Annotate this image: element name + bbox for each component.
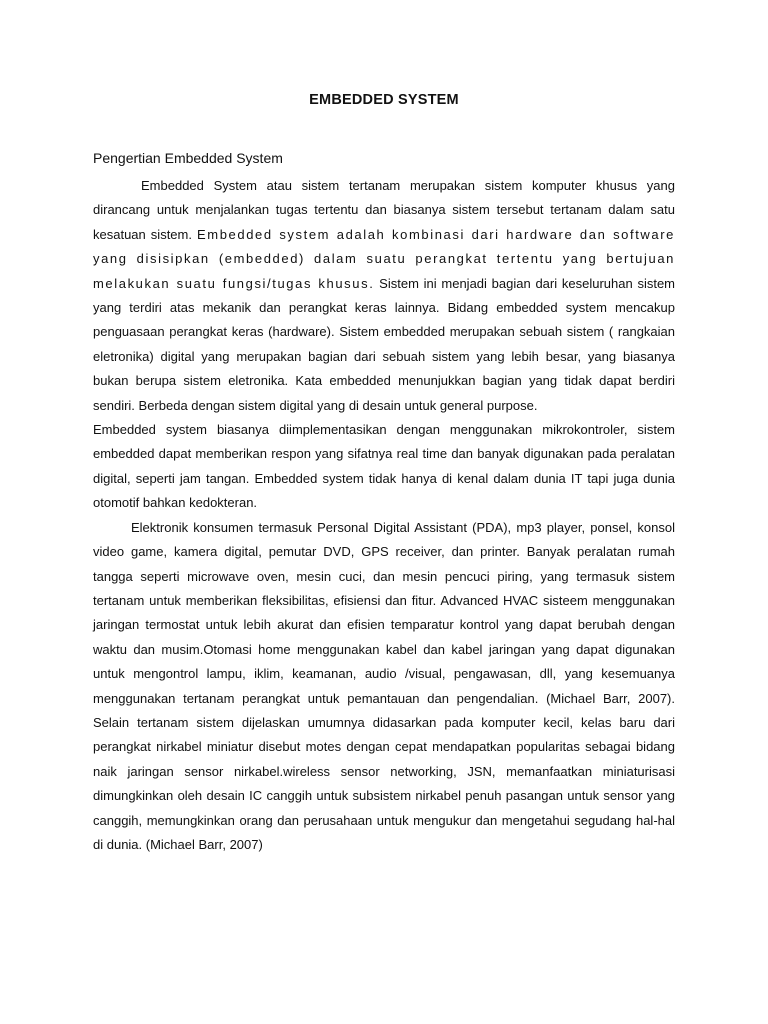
paragraph-1-part-3: Sistem ini menjadi bagian dari keseluruhan sistem yang terdiri atas mekanik dan perangkat keras lainnya. Bidang embedded system mencakup penguasaan perangkat keras (hardware). Sistem embedded merupakan sebuah sistem ( rangkaian eletronika) digital yang merupakan bagian dari sebuah sistem yang lebih besar, yang biasanya bukan berupa sistem eletronika. Kata embedded menunjukkan bagian yang tidak dapat berdiri sendiri. Berbeda dengan sistem digital yang di desain untuk general purpose.	[93, 275, 675, 413]
paragraph-3: Elektronik konsumen termasuk Personal Digital Assistant (PDA), mp3 player, ponsel, konsol video game, kamera digital, pemutar DVD, GPS receiver, dan printer. Banyak peralatan rumah tangga seperti microwave oven, mesin cuci, dan mesin pencuci piring, yang termasuk sistem tertanam untuk memberikan fleksibilitas, efisiensi dan fitur. Advanced HVAC sisteem menggunakan jaringan termostat untuk lebih akurat dan efisien temparatur kontrol yang dapat berubah dengan waktu dan musim.Otomasi home menggunakan kabel dan kabel jaringan yang dapat digunakan untuk mengontrol lampu, iklim, keamanan, audio /visual, pengawasan, dll, yang kesemuanya menggunakan tertanam perangkat untuk pemantauan dan pengendalian. (Michael Barr, 2007). Selain tertanam sistem dijelaskan umumnya didasarkan pada komputer kecil, kelas baru dari perangkat nirkabel miniatur disebut motes dengan cepat mendapatkan popularitas sebagai bidang naik jaringan sensor nirkabel.wireless sensor networking, JSN, memanfaatkan miniaturisasi dimungkinkan oleh desain IC canggih untuk subsistem nirkabel penuh pasangan untuk sensor yang canggih, memungkinkan orang dan perusahaan untuk mengukur dan mengetahui segudang hal-hal di dunia. (Michael Barr, 2007)	[93, 519, 675, 852]
paragraph-1-part-2: Embedded system adalah kombinasi dari hardware dan software yang disisipkan (embedded) dalam suatu perangkat tertentu yang bertujuan melakukan suatu fungsi/tugas khusus.	[93, 226, 675, 291]
paragraph-1-part-1: Embedded System atau sistem tertanam merupakan sistem komputer khusus yang dirancang untuk menjalankan tugas tertentu dan biasanya sistem tersebut tertanam dalam satu kesatuan sistem.	[93, 178, 675, 242]
section-heading: Pengertian Embedded System	[93, 150, 283, 166]
document-body	[93, 174, 675, 857]
paragraph-1	[93, 174, 675, 418]
document-title: EMBEDDED SYSTEM	[309, 92, 459, 108]
paragraph-2: Embedded system biasanya diimplementasikan dengan menggunakan mikrokontroler, sistem embedded dapat memberikan respon yang sifatnya real time dan banyak digunakan pada peralatan digital, seperti jam tangan. Embedded system tidak hanya di kenal dalam dunia IT tapi juga dunia otomotif bahkan kedokteran.	[93, 422, 675, 511]
